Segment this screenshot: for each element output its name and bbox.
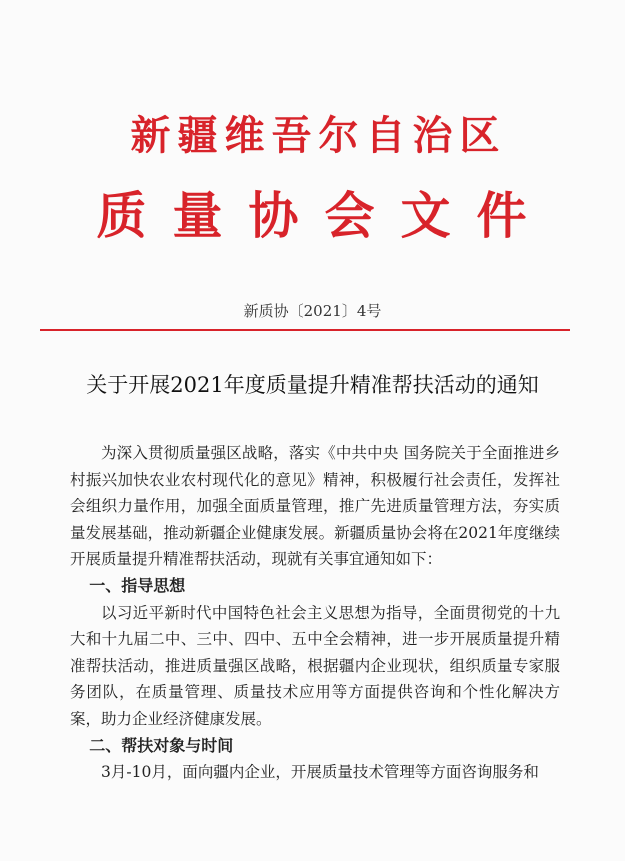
document-body bbox=[70, 440, 560, 786]
section-heading-2: 二、帮扶对象与时间 bbox=[89, 735, 234, 755]
intro-paragraph: 为深入贯彻质量强区战略，落实《中共中央 国务院关于全面推进乡村振兴加快农业农村现代化的意见》精神，积极履行社会责任，发挥社会组织力量作用，加强全面质量管理，推广先进质量管理方法，夯实质量发展基础，推动新疆企业健康发展。新疆质量协会将在2021年度继续开展质量提升精准帮扶活动，现就有关事宜通知如下： bbox=[70, 444, 560, 569]
notice-title: 关于开展2021年度质量提升精准帮扶活动的通知 bbox=[86, 373, 539, 397]
section-heading-1: 一、指导思想 bbox=[89, 575, 186, 595]
document-number: 新质协〔2021〕4号 bbox=[243, 302, 382, 320]
section-1-paragraph: 以习近平新时代中国特色社会主义思想为指导，全面贯彻党的十九大和十九届二中、三中、四中、五中全会精神，进一步开展质量提升精准帮扶活动，推进质量强区战略，根据疆内企业现状，组织质量专家服务团队，在质量管理、质量技术应用等方面提供咨询和个性化解决方案，助力企业经济健康发展。 bbox=[70, 603, 560, 728]
red-divider-line bbox=[40, 329, 570, 331]
letterhead-region: 新疆维吾尔自治区 bbox=[130, 112, 507, 159]
section-2-paragraph: 3月-10月，面向疆内企业，开展质量技术管理等方面咨询服务和 bbox=[101, 763, 539, 782]
letterhead-title: 质量协会文件 bbox=[96, 186, 553, 245]
